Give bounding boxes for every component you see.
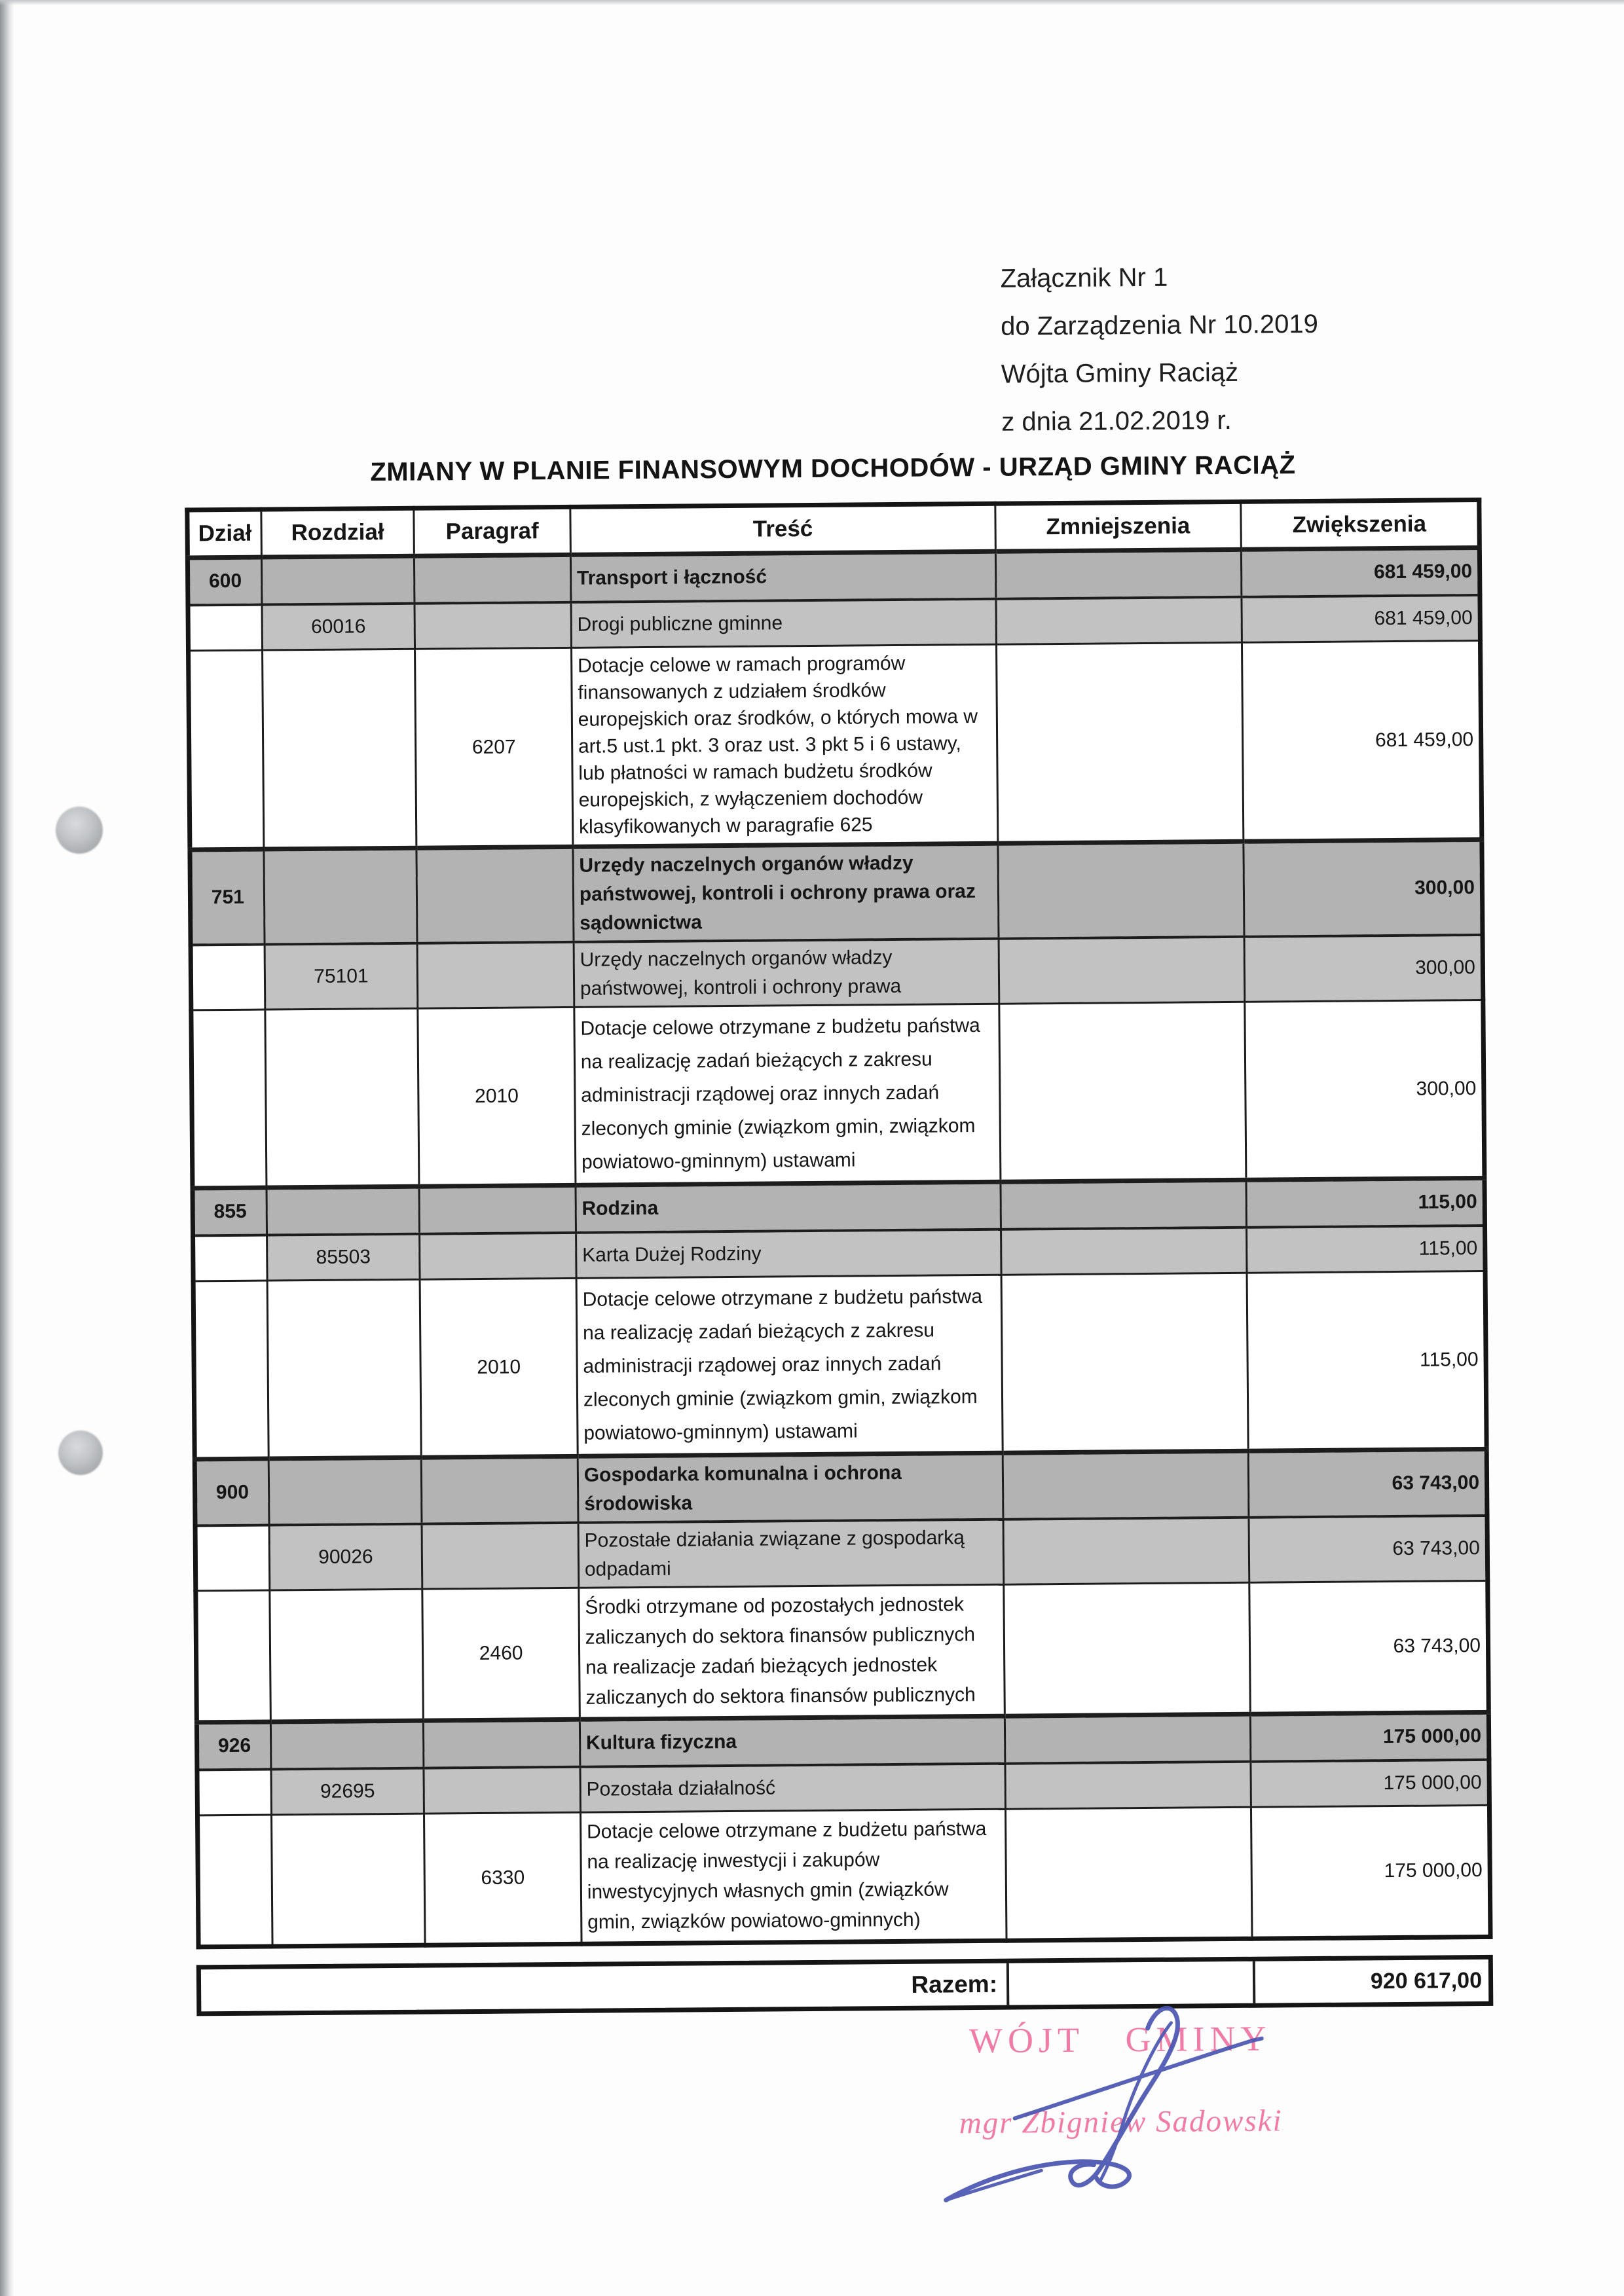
cell-zmniejszenia [995,549,1241,598]
cell-paragraf [422,1523,578,1589]
cell-paragraf [415,602,571,649]
attachment-header-line: z dnia 21.02.2019 r. [1001,405,1232,437]
cell-zmniejszenia [1003,1451,1248,1519]
cell-rozdzial: 90026 [269,1524,422,1590]
cell-zmniejszenia [1005,1714,1250,1763]
table-row-paragraf [191,1000,1485,1188]
cell-tresc: Kultura fizyczna [580,1716,1005,1766]
cell-dzial [189,650,264,850]
cell-tresc: Urzędy naczelnych organów władzy państwowej, kontroli i ochrony prawa oraz sądownictwa [573,843,999,942]
cell-tresc: Dotacje celowe otrzymane z budżetu państwa na realizację zadań bieżących z zakresu administracji rządowej oraz innych zadań zleconych gminie (związkom gmin, związkom powiatowo-gminnym) ustawami [576,1275,1003,1456]
cell-zwiekszenia: 175 000,00 [1250,1759,1489,1807]
cell-rozdzial: 60016 [262,603,415,650]
cell-rozdzial [267,1186,420,1235]
col-header-paragraf: Paragraf [414,507,570,556]
cell-rozdzial [261,556,415,604]
cell-rozdzial [262,649,416,849]
cell-dzial: 855 [193,1188,267,1235]
finance-table-wrap [185,498,1493,2016]
cell-paragraf: 2010 [420,1278,578,1457]
cell-tresc: Dotacje celowe otrzymane z budżetu państwa na realizację zadań bieżących z zakresu administracji rządowej oraz innych zadań zleconych gminie (związkom gmin, związkom powiatowo-gminnym) ustawami [574,1004,1001,1185]
cell-zmniejszenia [997,642,1244,843]
cell-zmniejszenia [1001,1273,1248,1453]
cell-tresc: Gospodarka komunalna i ochrona środowiska [578,1453,1003,1523]
cell-dzial [193,1281,268,1459]
cell-tresc: Dotacje celowe otrzymane z budżetu państwa na realizację inwestycji i zakupów inwestycyjnych własnych gmin (związków gmin, związków powiatowo-gminnych) [580,1809,1006,1944]
cell-zwiekszenia: 300,00 [1244,1000,1485,1180]
document-title: ZMIANY W PLANIE FINANSOWYM DOCHODÓW - URZĄD GMINY RACIĄŻ [370,450,1296,487]
cell-zwiekszenia: 115,00 [1246,1178,1485,1227]
cell-zmniejszenia [1006,1807,1252,1941]
cell-zmniejszenia [999,937,1244,1004]
cell-paragraf [424,1766,580,1813]
cell-zwiekszenia: 63 743,00 [1249,1516,1488,1582]
cell-paragraf [424,1719,580,1768]
table-row-rozdzial [195,1516,1488,1591]
col-header-tresc: Treść [570,503,996,555]
cell-zwiekszenia: 300,00 [1244,935,1483,1002]
cell-tresc: Pozostałe działania związane z gospodarką odpadami [578,1520,1004,1588]
cell-paragraf [419,1185,576,1233]
cell-tresc: Rodzina [576,1182,1001,1232]
cell-rozdzial [265,1008,420,1188]
cell-zwiekszenia: 681 459,00 [1241,594,1480,642]
cell-zwiekszenia: 175 000,00 [1251,1805,1490,1939]
cell-rozdzial [264,848,418,944]
cell-paragraf [417,942,574,1008]
cell-rozdzial [271,1813,425,1946]
cell-tresc: Środki otrzymane od pozostałych jednostek zaliczanych do sektora finansów publicznych na realizacje zadań bieżących jednostek zaliczanych do sektora finansów publicznych [579,1584,1005,1719]
cell-dzial: 600 [187,557,261,605]
cell-zmniejszenia [1004,1582,1250,1716]
cell-zwiekszenia: 300,00 [1243,839,1483,936]
cell-dzial [191,945,265,1010]
col-header-zmniejszenia: Zmniejszenia [995,501,1241,551]
cell-paragraf [421,1456,578,1523]
cell-paragraf: 6207 [415,647,573,848]
handwritten-signature [930,2000,1272,2225]
cell-paragraf: 2460 [422,1588,580,1721]
cell-tresc: Urzędy naczelnych organów władzy państwowej, kontroli i ochrony prawa [574,939,999,1008]
cell-rozdzial [270,1589,424,1722]
stamp-name: mgr Zbigniew Sadowski [959,2104,1283,2141]
cell-zwiekszenia: 63 743,00 [1249,1580,1488,1714]
cell-zmniejszenia [1003,1518,1249,1584]
cell-paragraf [420,1232,576,1279]
col-header-zwiekszenia: Zwiększenia [1240,500,1479,549]
cell-dzial [193,1235,267,1281]
cell-tresc: Pozostała działalność [580,1763,1006,1812]
cell-dzial [198,1815,272,1947]
attachment-header-line: do Zarządzenia Nr 10.2019 [1001,309,1319,341]
summary-zmniejszenia [1009,1961,1255,2005]
attachment-header-line: Załącznik Nr 1 [1000,263,1168,293]
cell-dzial [191,1010,267,1188]
cell-zmniejszenia [1001,1227,1247,1275]
cell-tresc: Dotacje celowe w ramach programów finansowanych z udziałem środków europejskich oraz środków, o których mowa w art.5 ust.1 pkt. 3 oraz ust. 3 pkt 5 i 6 ustawy, lub płatności w ramach budżetu środków europejskich, z wyłączeniem dochodów klasyfikowanych w paragrafie 625 [571,644,998,847]
cell-dzial [196,1590,270,1722]
cell-paragraf: 2010 [418,1007,576,1186]
cell-tresc: Transport i łączność [570,551,996,602]
cell-zmniejszenia [1001,1180,1246,1229]
cell-dzial [195,1525,270,1591]
attachment-header [1000,253,1319,446]
table-row-dzial [190,839,1483,945]
cell-zwiekszenia: 63 743,00 [1248,1449,1487,1517]
summary-label: Razem: [201,1963,1009,2012]
cell-rozdzial: 92695 [271,1768,424,1815]
cell-paragraf: 6330 [424,1812,581,1945]
cell-rozdzial: 85503 [267,1233,420,1281]
cell-zwiekszenia: 175 000,00 [1250,1712,1489,1761]
cell-zwiekszenia: 115,00 [1246,1225,1485,1273]
cell-zwiekszenia: 681 459,00 [1241,547,1480,596]
table-row-dzial [194,1449,1487,1525]
cell-rozdzial [270,1721,424,1769]
signature-block [910,1999,1331,2225]
cell-dzial: 751 [190,849,265,945]
cell-zmniejszenia [999,1002,1246,1182]
table-row-paragraf [196,1580,1489,1722]
cell-zmniejszenia [996,596,1242,644]
cell-zmniejszenia [1005,1761,1251,1809]
cell-rozdzial [268,1457,422,1525]
stamp-title: WÓJT GMINY [969,2018,1272,2061]
cell-rozdzial [267,1279,422,1459]
cell-zwiekszenia: 115,00 [1247,1271,1487,1451]
cell-tresc: Drogi publiczne gminne [571,598,997,647]
col-header-dzial: Dział [187,509,261,558]
cell-dzial: 926 [196,1722,270,1770]
table-row-paragraf [193,1271,1486,1459]
table-row-rozdzial [191,935,1483,1010]
attachment-header-line: Wójta Gminy Raciąż [1001,357,1239,389]
cell-dzial [197,1769,271,1815]
cell-zmniejszenia [998,841,1244,938]
table-row-paragraf [198,1805,1491,1946]
cell-paragraf [416,847,574,943]
cell-dzial [188,604,262,651]
cell-paragraf [415,555,571,603]
finance-table [185,498,1492,1949]
cell-dzial: 900 [194,1459,269,1525]
cell-tresc: Karta Dużej Rodziny [576,1229,1001,1278]
summary-zwiekszenia: 920 617,00 [1370,1967,1483,1994]
cell-zwiekszenia: 681 459,00 [1242,640,1482,841]
cell-rozdzial: 75101 [265,943,418,1010]
table-row-paragraf [189,640,1482,849]
col-header-rozdzial: Rozdział [261,508,415,557]
